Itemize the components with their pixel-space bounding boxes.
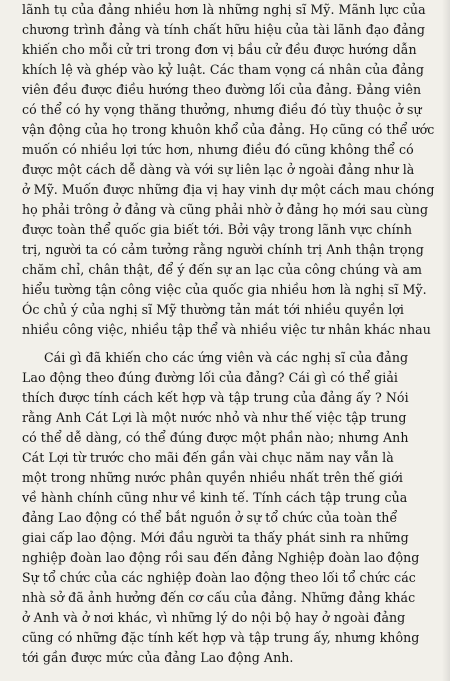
text-line: rằng Anh Cát Lợi là một nước nhỏ và như thế việc tập trung xyxy=(22,410,407,425)
text-line: khiến cho mỗi cử tri trong đơn vị bầu cử đều được hướng dẫn xyxy=(22,42,417,57)
text-line: muốn có nhiều lợi tức hơn, nhưng điều đó cũng không thể có xyxy=(22,142,414,157)
text-line: hiểu tường tận công việc của quốc gia nhiều hơn là nghị sĩ Mỹ. xyxy=(22,282,427,297)
paragraph-first-line: Cái gì đã khiến cho các ứng viên và các nghị sĩ của đảng xyxy=(44,350,409,365)
text-line: giai cấp lao động. Mới đầu người ta thấy phát sinh ra những xyxy=(22,530,409,545)
text-line: nghiệp đoàn lao động rồi sau đến đảng Nghiệp đoàn lao động xyxy=(22,550,420,565)
text-line: họ phải trông ở đảng và cũng phải nhờ ở đảng họ mới sau cùng xyxy=(22,202,429,217)
text-line: viên đều được điều hướng theo đường lối của đảng. Đảng viên xyxy=(22,82,422,97)
text-line: được toàn thể quốc gia biết tới. Bởi vậy trong lãnh vực chính xyxy=(22,222,413,237)
text-line: chăm chỉ, chân thật, để ý đến sự an lạc của công chúng và am xyxy=(22,262,423,277)
text-line: tới gần được mức của đảng Lao động Anh. xyxy=(22,650,294,665)
text-line: một trong những nước phân quyền nhiều nhất trên thế giới xyxy=(22,470,403,485)
text-line: thích được tính cách kết hợp và tập trung của đảng ấy ? Nói xyxy=(22,390,409,405)
text-line: ở Mỹ. Muốn được những địa vị hay vinh dự một cách mau chóng xyxy=(22,182,435,197)
text-line: nhà sở đã ảnh hưởng đến cơ cấu của đảng. Những đảng khác xyxy=(22,590,416,605)
text-line: được một cách dễ dàng và với sự liên lạc ở ngoài đảng như là xyxy=(22,162,415,177)
page-gutter-shadow xyxy=(442,0,450,681)
text-line: Sự tổ chức của các nghiệp đoàn lao động theo lối tổ chức các xyxy=(22,570,416,585)
text-line: đảng Lao động có thể bắt nguồn ở sự tổ chức của toàn thể xyxy=(22,510,398,525)
text-line: có thể có hy vọng thăng thưởng, nhưng điều đó tùy thuộc ở sự xyxy=(22,102,422,117)
text-line: khích lệ và ghép vào kỷ luật. Các tham vọng cá nhân của đảng xyxy=(22,62,424,77)
text-line: lãnh tụ của đảng nhiều hơn là những nghị sĩ Mỹ. Mãnh lực của xyxy=(22,2,426,17)
text-line: về hành chính cũng như về kinh tế. Tính cách tập trung của xyxy=(22,490,408,505)
text-line: Óc chủ ý của nghị sĩ Mỹ thường tản mát tới nhiều quyền lợi xyxy=(22,302,404,317)
text-line: cũng có những đặc tính kết hợp và tập trung ấy, nhưng không xyxy=(22,630,420,645)
text-line: Cát Lợi từ trước cho mãi đến gần vài chục năm nay vẫn là xyxy=(22,450,394,465)
text-line: chương trình đảng và tính chất hữu hiệu của tài lãnh đạo đảng xyxy=(22,22,426,37)
text-line: trị, người ta có cảm tưởng rằng người chính trị Anh thận trọng xyxy=(22,242,424,257)
text-line: nhiều công việc, nhiều tập thể và nhiều việc tư nhân khác nhau xyxy=(22,322,431,337)
text-line: vận động của họ trong khuôn khổ của đảng. Họ cũng có thể ước xyxy=(22,122,435,137)
text-line: có thể dễ dàng, có thể đúng được một phần nào; nhưng Anh xyxy=(22,430,409,445)
text-line: ở Anh và ở nơi khác, vì những lý do nội bộ hay ở ngoài đảng xyxy=(22,610,406,625)
text-line: Lao động theo đúng đường lối của đảng? Cái gì có thể giải xyxy=(22,370,399,385)
